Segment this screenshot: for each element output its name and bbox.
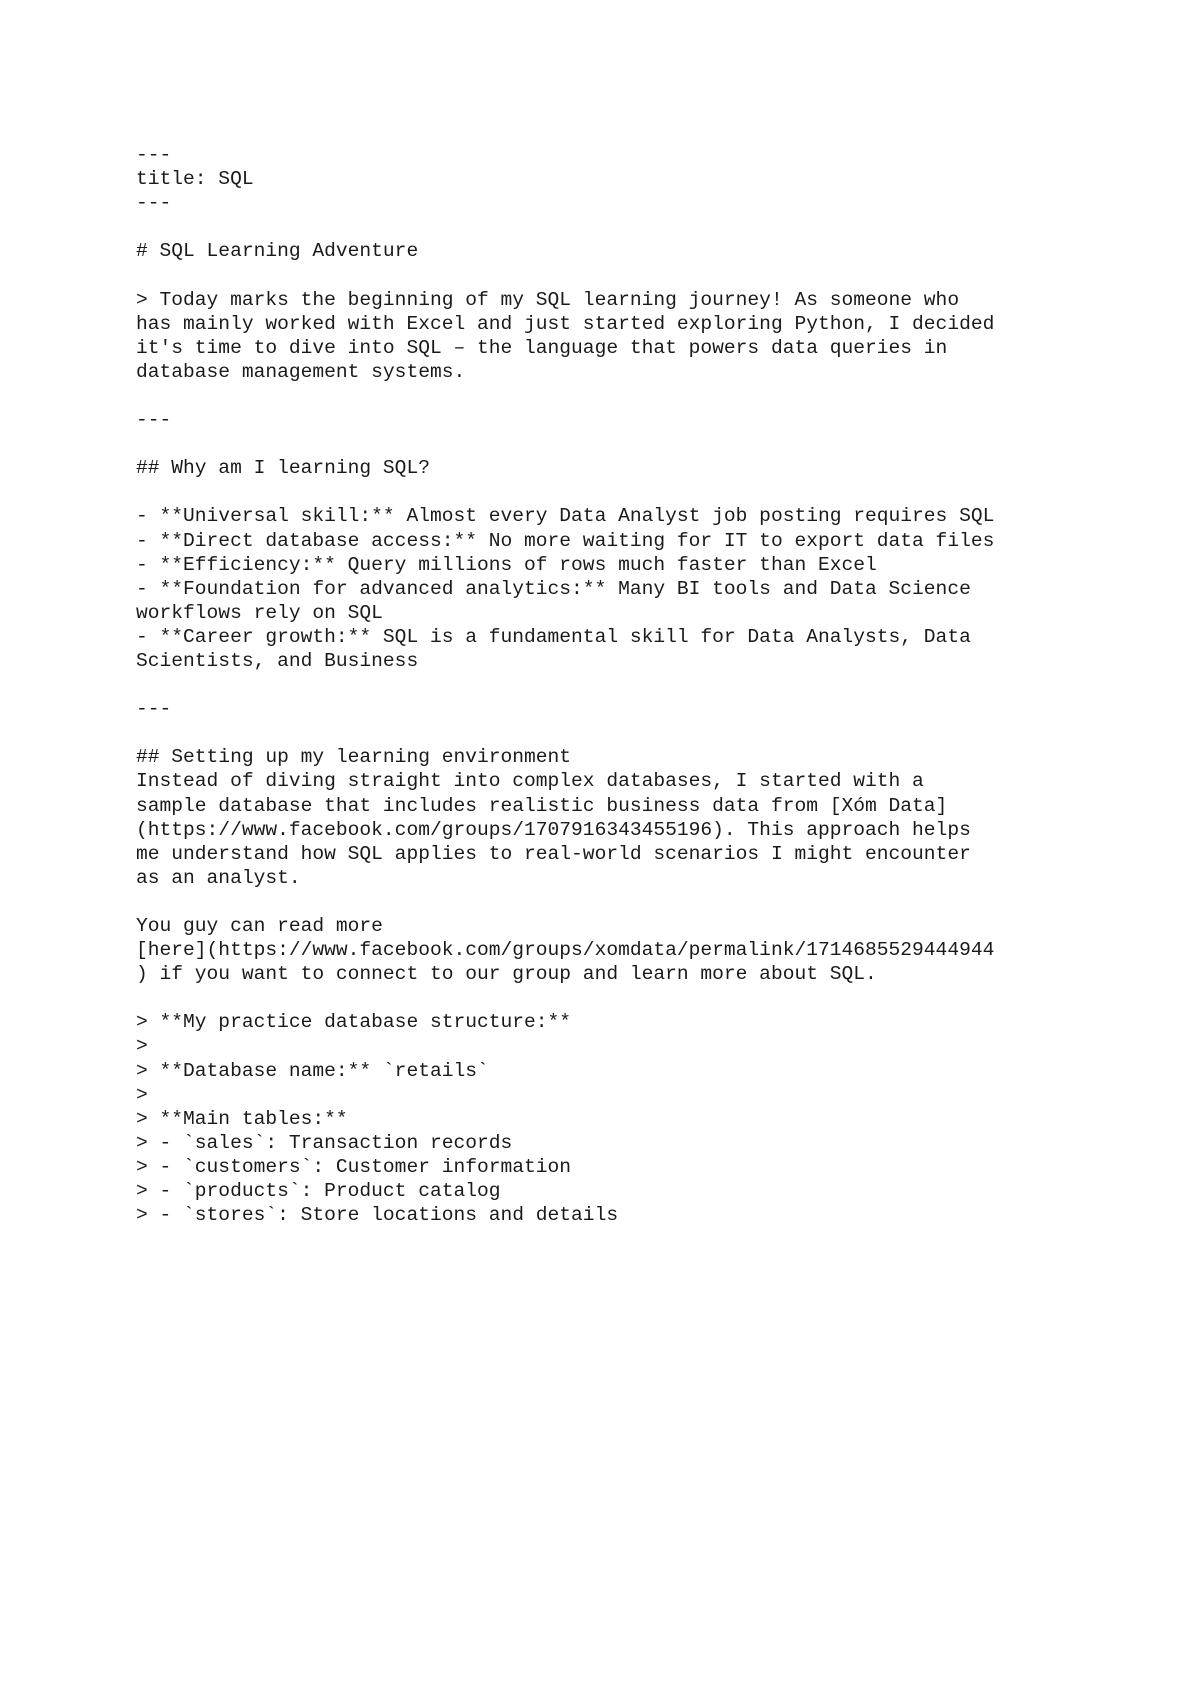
- horizontal-rule: ---: [136, 409, 172, 432]
- heading-why-learning: ## Why am I learning SQL?: [136, 457, 430, 480]
- db-structure-quote-name: > **Database name:** `retails`: [136, 1059, 489, 1082]
- setup-paragraph-line: sample database that includes realistic business data from [Xóm Data]: [136, 794, 948, 817]
- intro-quote-line: database management systems.: [136, 360, 466, 383]
- list-item-foundation: - **Foundation for advanced analytics:** Many BI tools and Data Science: [136, 577, 971, 600]
- list-item-universal-skill: - **Universal skill:** Almost every Data Analyst job posting requires SQL: [136, 505, 995, 528]
- blank-line: [136, 673, 1096, 697]
- setup-paragraph-line: Instead of diving straight into complex databases, I started with a: [136, 770, 924, 793]
- intro-quote-line: has mainly worked with Excel and just started exploring Python, I decided: [136, 312, 995, 335]
- frontmatter-delimiter: ---: [136, 192, 172, 215]
- frontmatter-title: title: SQL: [136, 168, 254, 191]
- frontmatter-delimiter: ---: [136, 144, 172, 166]
- db-table-item-stores: > - `stores`: Store locations and details: [136, 1204, 619, 1227]
- setup-paragraph-link-line: (https://www.facebook.com/groups/1707916343455196). This approach helps: [136, 818, 971, 841]
- list-item-direct-access: - **Direct database access:** No more waiting for IT to export data files: [136, 529, 995, 552]
- read-more-line: You guy can read more: [136, 915, 383, 937]
- blank-line: [136, 986, 1096, 1010]
- db-table-item-products: > - `products`: Product catalog: [136, 1180, 501, 1203]
- intro-quote-line: it's time to dive into SQL – the language that powers data queries in: [136, 336, 948, 359]
- blank-line: [136, 384, 1096, 408]
- list-item-career-growth: - **Career growth:** SQL is a fundamental skill for Data Analysts, Data: [136, 625, 971, 648]
- list-item-foundation-cont: workflows rely on SQL: [136, 601, 383, 624]
- blank-line: [136, 432, 1096, 456]
- blank-line: [136, 480, 1096, 504]
- heading-main: # SQL Learning Adventure: [136, 240, 419, 263]
- db-table-item-customers: > - `customers`: Customer information: [136, 1155, 572, 1178]
- read-more-line: ) if you want to connect to our group and learn more about SQL.: [136, 963, 877, 986]
- list-item-career-growth-cont: Scientists, and Business: [136, 649, 419, 672]
- setup-paragraph-line: me understand how SQL applies to real-world scenarios I might encounter: [136, 842, 971, 865]
- blank-line: [136, 721, 1096, 745]
- intro-quote-line: > Today marks the beginning of my SQL learning journey! As someone who: [136, 288, 960, 311]
- db-table-item-sales: > - `sales`: Transaction records: [136, 1131, 513, 1154]
- db-structure-quote-title: > **My practice database structure:**: [136, 1011, 572, 1034]
- db-structure-quote-blank: >: [136, 1083, 148, 1106]
- list-item-efficiency: - **Efficiency:** Query millions of rows much faster than Excel: [136, 553, 877, 576]
- setup-paragraph-line: as an analyst.: [136, 866, 301, 889]
- blank-line: [136, 890, 1096, 914]
- horizontal-rule: ---: [136, 698, 172, 721]
- read-more-link-line: [here](https://www.facebook.com/groups/xomdata/permalink/1714685529444944: [136, 939, 995, 962]
- db-structure-quote-tables-heading: > **Main tables:**: [136, 1107, 348, 1130]
- markdown-text-block: [136, 143, 1096, 1227]
- heading-setup: ## Setting up my learning environment: [136, 746, 572, 769]
- blank-line: [136, 263, 1096, 287]
- blank-line: [136, 215, 1096, 239]
- db-structure-quote-blank: >: [136, 1035, 148, 1058]
